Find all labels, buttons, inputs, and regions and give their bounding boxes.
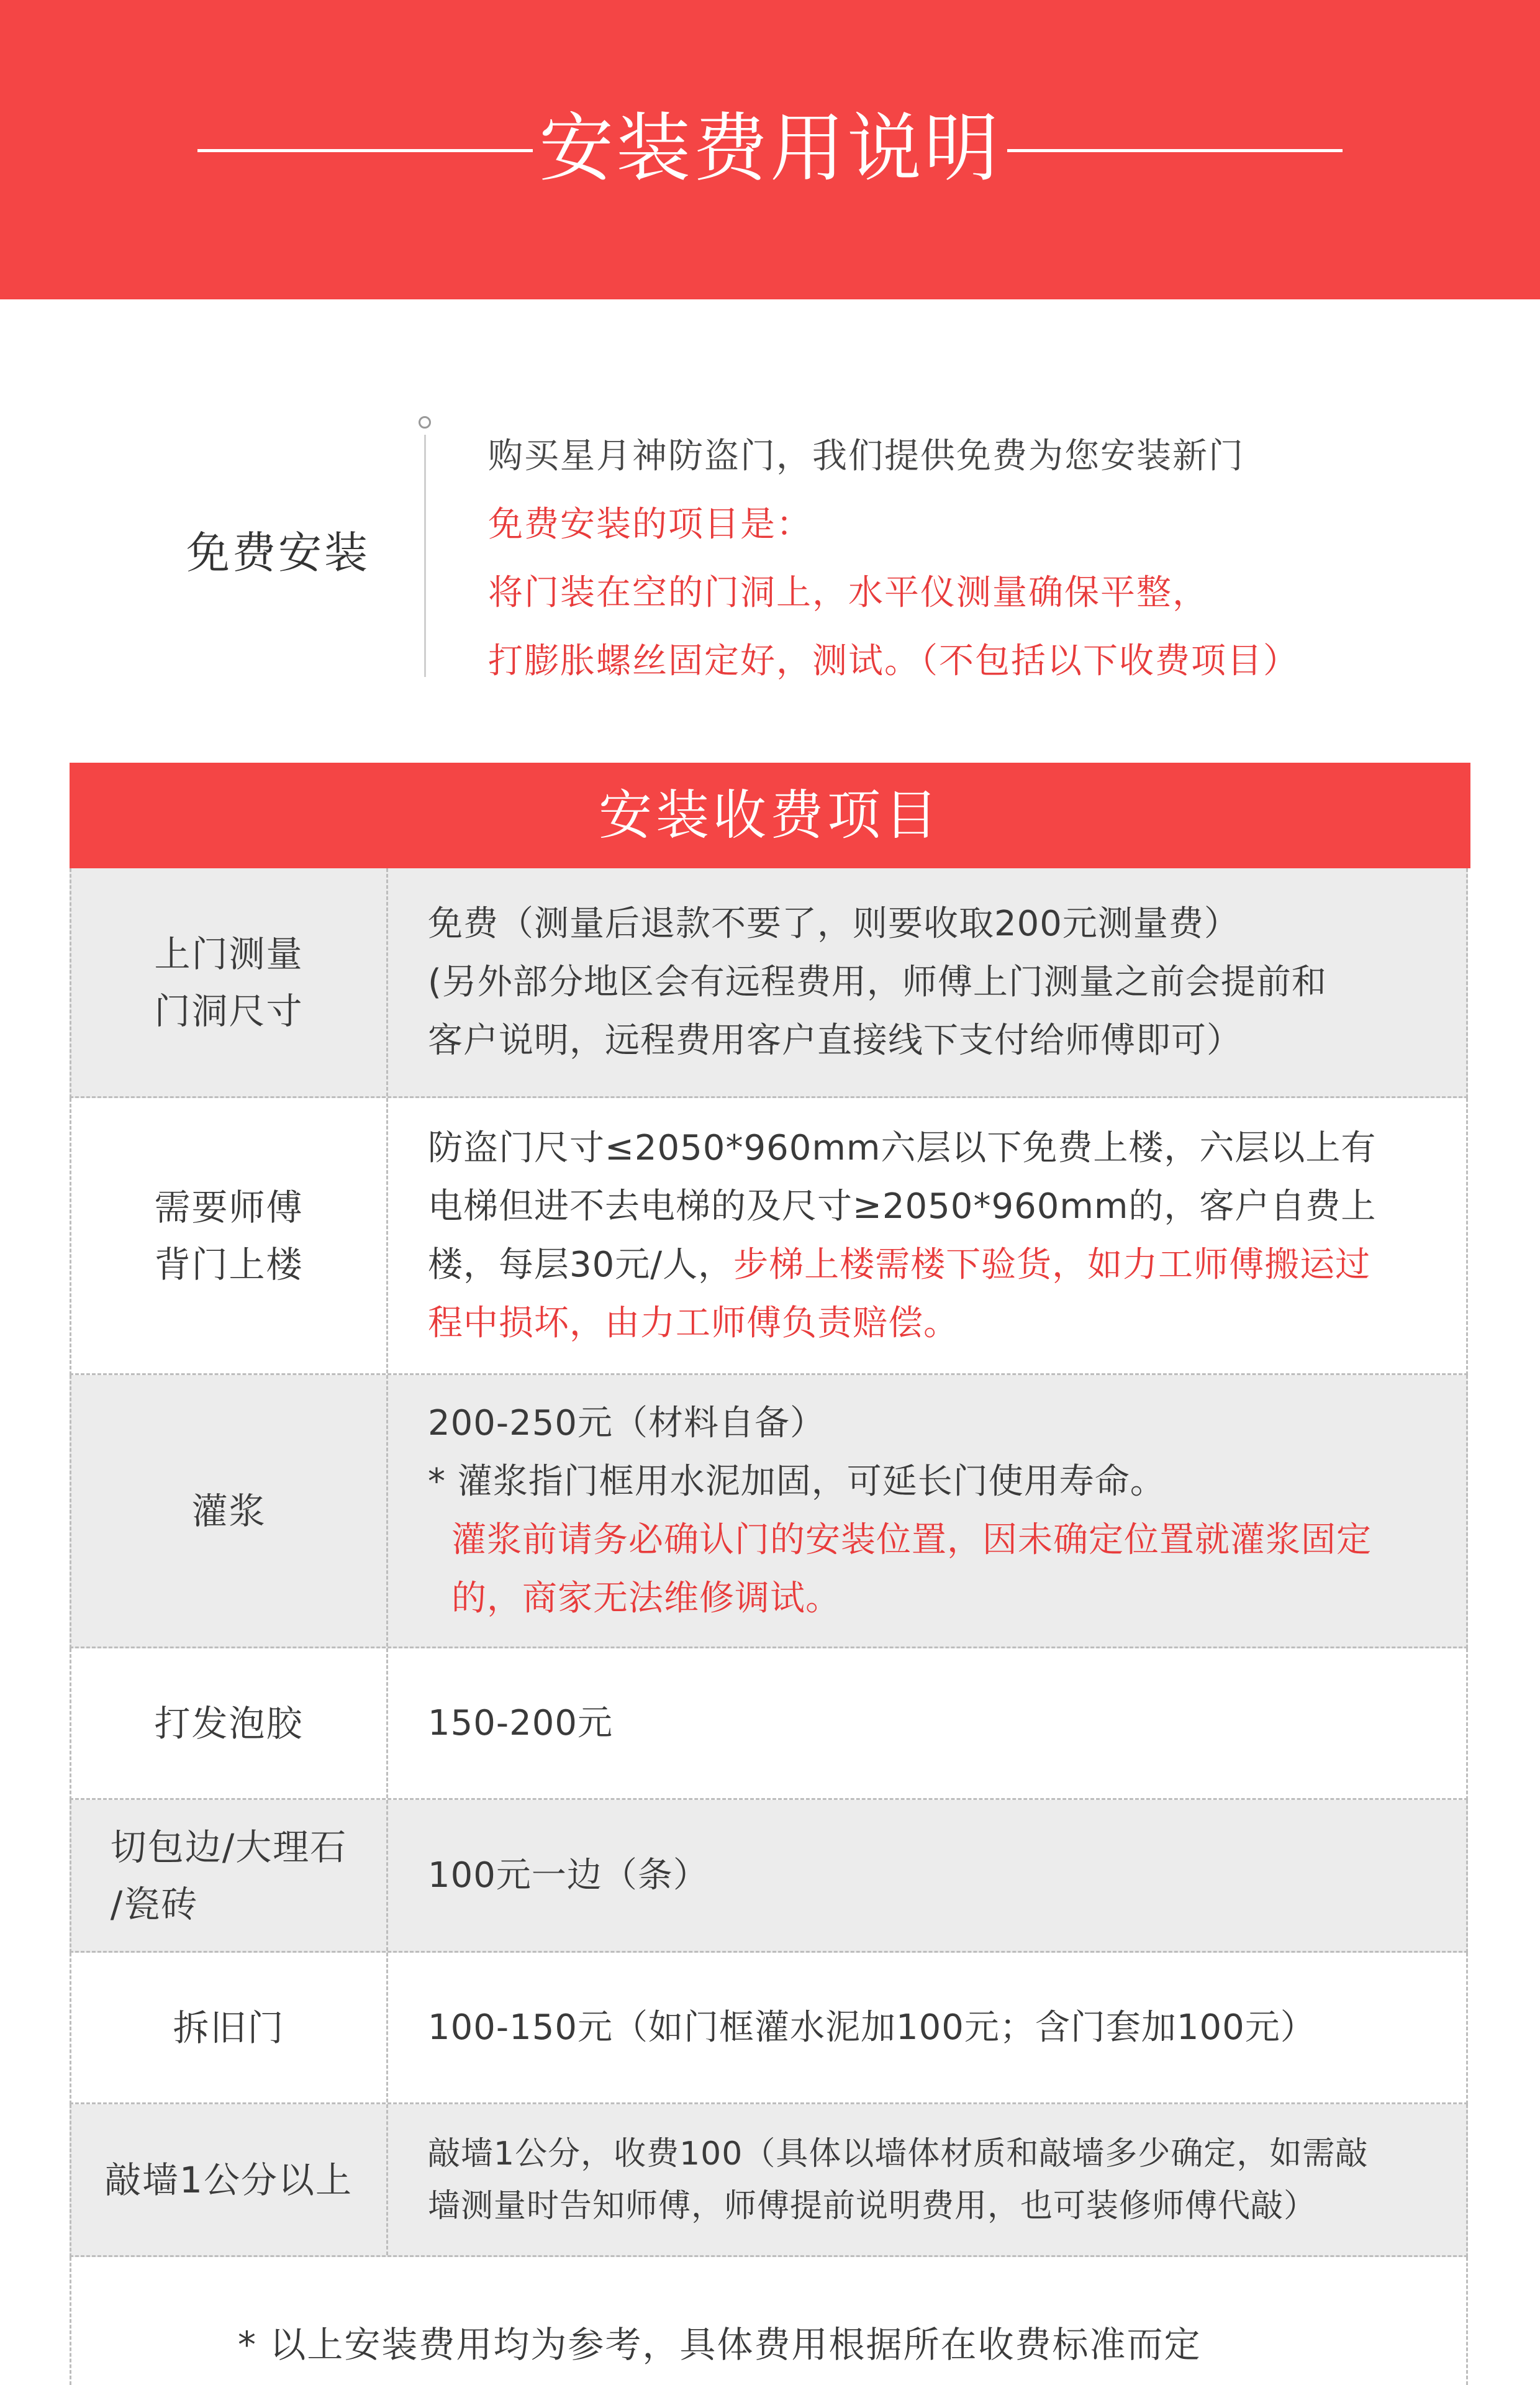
description-line: 免费（测量后退款不要了，则要收取200元测量费）	[428, 903, 1239, 944]
item-label: 背门上楼	[154, 1243, 304, 1286]
table-row	[70, 1800, 1468, 1953]
item-label: /瓷砖	[110, 1883, 199, 1925]
description-cell	[428, 1953, 1454, 2102]
item-label: 门洞尺寸	[154, 989, 304, 1032]
item-cell	[71, 1648, 388, 1798]
table-row	[70, 2104, 1468, 2257]
table-row	[70, 1098, 1468, 1375]
header-banner	[0, 0, 1540, 299]
description-warning-line: 的，商家无法维修调试。	[451, 1578, 841, 1619]
charges-table	[70, 763, 1470, 2385]
description-line: (另外部分地区会有远程费用，师傅上门测量之前会提前和	[428, 961, 1327, 1002]
description-cell	[428, 1648, 1454, 1798]
description-line: 电梯但进不去电梯的及尺寸≥2050*960mm的，客户自费上	[428, 1186, 1377, 1227]
item-cell	[71, 2104, 388, 2255]
item-label: 灌浆	[191, 1489, 266, 1532]
table-row	[70, 1953, 1468, 2104]
table-row	[70, 868, 1468, 1098]
description-cell	[428, 2104, 1454, 2255]
description-line: 150-200元	[428, 1702, 613, 1743]
description-line: * 灌浆指门框用水泥加固，可延长门使用寿命。	[428, 1461, 1166, 1502]
table-row	[70, 1648, 1468, 1800]
description-cell	[428, 1800, 1454, 1951]
description-warning-line: 程中损坏，由力工师傅负责赔偿。	[428, 1302, 959, 1343]
charges-table-header: 安装收费项目	[70, 763, 1470, 868]
description-line: 墙测量时告知师傅，师傅提前说明费用，也可装修师傅代敲）	[428, 2187, 1317, 2225]
description-line: 200-250元（材料自备）	[428, 1402, 825, 1443]
footnote-text: * 以上安装费用均为参考，具体费用根据所在收费标准而定	[238, 2324, 1202, 2366]
item-label: 切包边/大理石	[110, 1825, 348, 1868]
banner-divider-right	[1007, 149, 1343, 152]
item-cell	[71, 868, 388, 1096]
description-cell	[428, 868, 1454, 1096]
description-line: 敲墙1公分，收费100（具体以墙体材质和敲墙多少确定，如需敲	[428, 2135, 1369, 2173]
description-line: 100元一边（条）	[428, 1855, 709, 1896]
description-line: 防盗门尺寸≤2050*960mm六层以下免费上楼，六层以上有	[428, 1127, 1377, 1168]
free-install-line: 购买星月神防盗门，我们提供免费为您安装新门	[488, 436, 1244, 476]
description-warning-text: 步梯上楼需楼下验货，如力工师傅搬运过	[733, 1244, 1371, 1285]
free-install-line: 将门装在空的门洞上，水平仪测量确保平整，	[488, 573, 1208, 613]
free-install-label: 免费安装	[186, 527, 370, 578]
table-footnote	[70, 2257, 1468, 2385]
table-row	[70, 1375, 1468, 1648]
free-install-description	[488, 422, 1299, 696]
item-label: 上门测量	[154, 932, 304, 975]
item-label: 敲墙1公分以上	[105, 2158, 353, 2201]
item-label: 打发泡胶	[154, 1702, 304, 1745]
item-cell	[71, 1953, 388, 2102]
item-label: 需要师傅	[154, 1186, 304, 1229]
item-cell	[71, 1375, 388, 1647]
banner-divider-left	[197, 149, 533, 152]
description-cell	[428, 1375, 1454, 1647]
timeline-divider	[424, 435, 426, 677]
free-install-line: 打膨胀螺丝固定好，测试。（不包括以下收费项目）	[488, 641, 1299, 681]
item-label: 拆旧门	[173, 2006, 285, 2049]
description-line	[428, 1236, 1454, 1294]
description-text: 楼，每层30元/人，	[428, 1244, 734, 1285]
description-cell	[428, 1098, 1454, 1373]
description-line: 客户说明，远程费用客户直接线下支付给师傅即可）	[428, 1020, 1242, 1061]
item-cell	[71, 1800, 388, 1951]
timeline-dot-icon	[419, 416, 431, 429]
item-cell	[71, 1098, 388, 1373]
description-line: 100-150元（如门框灌水泥加100元；含门套加100元）	[428, 2007, 1316, 2048]
page-title: 安装费用说明	[539, 106, 1001, 192]
free-install-line: 免费安装的项目是：	[488, 504, 812, 545]
description-warning-line: 灌浆前请务必确认门的安装位置，因未确定位置就灌浆固定	[451, 1519, 1372, 1560]
